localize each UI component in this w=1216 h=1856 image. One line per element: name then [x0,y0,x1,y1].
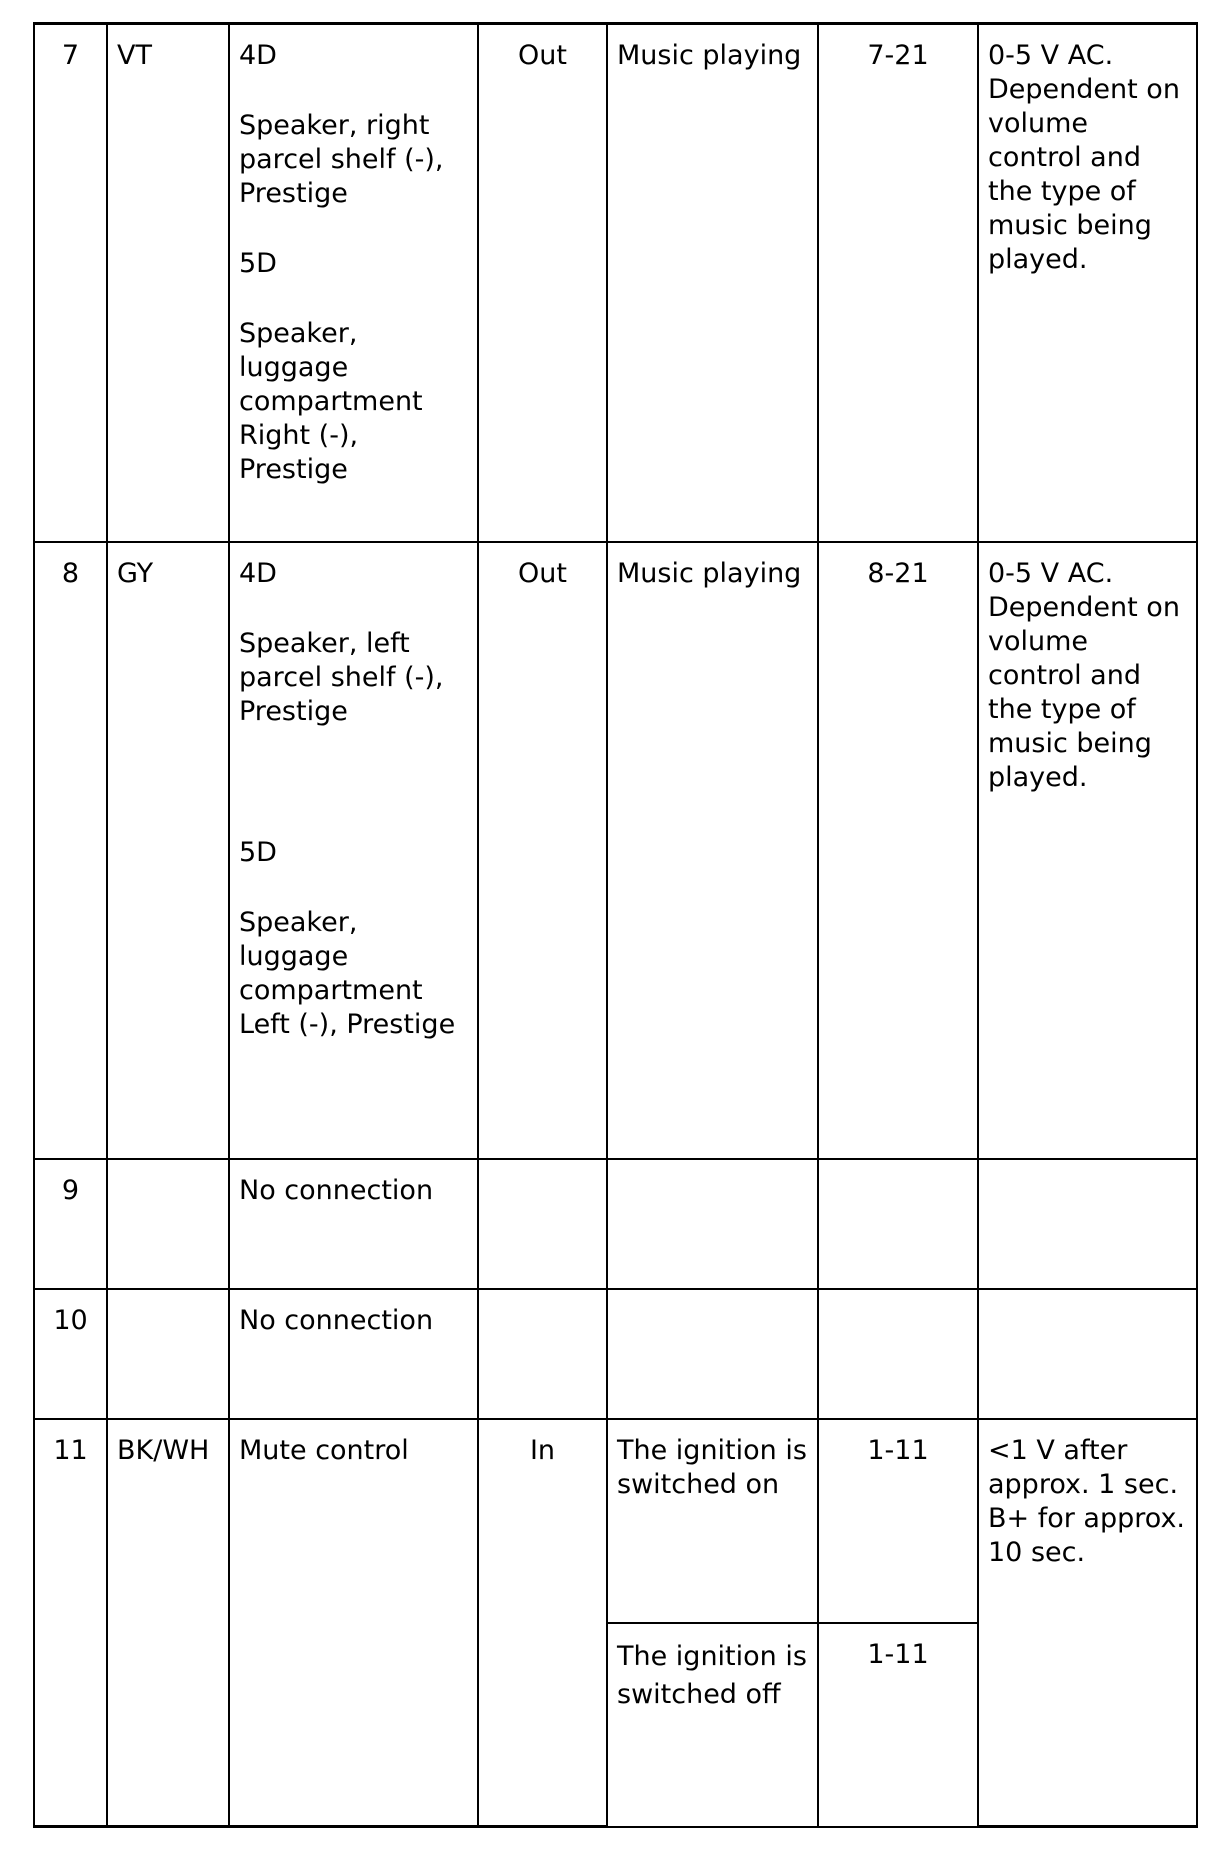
measure-points: 1-11 [818,1419,978,1623]
variant-label: 4D [239,40,277,71]
variant-label: 4D [239,557,277,589]
signal-direction: Out [478,24,607,542]
nominal-value [978,1289,1197,1419]
condition: The ignition is switched off [607,1623,818,1827]
nominal-value [978,1159,1197,1289]
table-row [34,1289,1197,1419]
table-row [34,24,1197,542]
function-cell: No connection [229,1159,478,1289]
pin-number: 7 [34,24,107,542]
condition [607,1289,818,1419]
signal-direction [478,1159,607,1289]
pin-number: 11 [34,1419,107,1827]
condition: The ignition is switched on [607,1419,818,1623]
nominal-value: 0-5 V AC. Dependent on volume control and the type of music being played. [978,542,1197,1159]
table-row [34,542,1197,1159]
signal-direction: Out [478,542,607,1159]
pin-number: 8 [34,542,107,1159]
signal-direction [478,1289,607,1419]
condition: Music playing [607,24,818,542]
pin-table [33,22,1198,1828]
measure-points: 1-11 [818,1623,978,1827]
measure-points [818,1289,978,1419]
condition [607,1159,818,1289]
function-text: Speaker, right parcel shelf (-), Prestige [239,110,444,209]
wire-color: BK/WH [107,1419,229,1827]
wire-color: VT [107,24,229,542]
pin-number: 10 [34,1289,107,1419]
nominal-value: <1 V after approx. 1 sec. B+ for approx. 10 sec. [978,1419,1197,1827]
table-row [34,1419,1197,1623]
pin-number: 9 [34,1159,107,1289]
function-text: Speaker, left parcel shelf (-), Prestige [239,627,444,727]
measure-points: 7-21 [818,24,978,542]
measure-points: 8-21 [818,542,978,1159]
variant-label: 5D [239,836,277,868]
variant-label: 5D [239,248,277,279]
wire-color: GY [107,542,229,1159]
function-cell [229,24,478,542]
measure-points [818,1159,978,1289]
function-cell [229,542,478,1159]
wire-color [107,1289,229,1419]
function-text: Speaker, luggage compartment Right (-), Prestige [239,318,423,485]
function-text: Speaker, luggage compartment Left (-), Prestige [239,906,456,1040]
condition: Music playing [607,542,818,1159]
nominal-value: 0-5 V AC. Dependent on volume control and the type of music being played. [978,24,1197,542]
table-row [34,1159,1197,1289]
function-cell: Mute control [229,1419,478,1827]
signal-direction: In [478,1419,607,1827]
wire-color [107,1159,229,1289]
function-cell: No connection [229,1289,478,1419]
